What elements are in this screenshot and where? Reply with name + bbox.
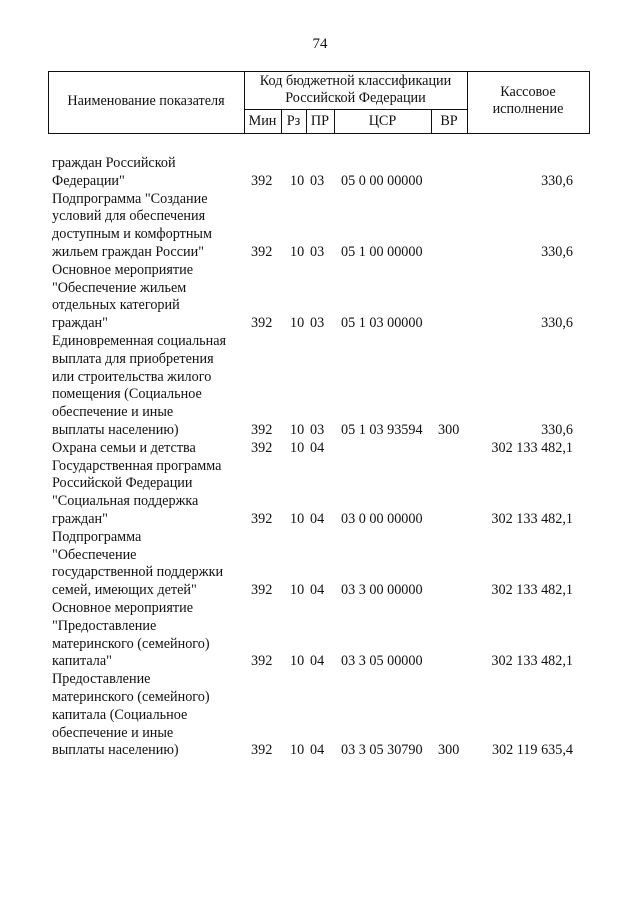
row-name-line: материнского (семейного) — [52, 635, 210, 652]
table-row — [52, 191, 592, 262]
row-rz: 10 — [290, 421, 305, 438]
page-number: 74 — [312, 36, 328, 52]
header-code-group — [244, 73, 467, 107]
row-min: 392 — [251, 742, 273, 759]
row-codes — [52, 742, 592, 760]
row-name-line: Российской Федерации — [52, 475, 193, 492]
row-name-line: отдельных категорий — [52, 297, 180, 314]
header-right-border — [589, 71, 590, 134]
row-amount: 330,6 — [541, 172, 573, 189]
header-top-border — [48, 71, 590, 72]
row-vr: 300 — [438, 421, 460, 438]
row-name-line: Подпрограмма "Создание — [52, 190, 208, 207]
row-name-line: "Обеспечение жильем — [52, 279, 187, 296]
table-row — [52, 333, 592, 440]
row-amount: 330,6 — [541, 421, 573, 438]
row-name-line: доступным и комфортным — [52, 226, 212, 243]
header-amount-line-2: исполнение — [492, 101, 564, 117]
header-min: Мин — [248, 113, 277, 129]
header-bottom-border — [48, 133, 590, 134]
row-codes — [52, 315, 592, 333]
row-min: 392 — [251, 439, 273, 456]
row-name-line: Подпрограмма — [52, 528, 142, 545]
row-name-line: Государственная программа — [52, 457, 222, 474]
row-rz: 10 — [290, 653, 305, 670]
row-csr: 03 0 00 00000 — [341, 510, 423, 527]
row-rz: 10 — [290, 315, 305, 332]
row-pr: 04 — [310, 439, 325, 456]
row-min: 392 — [251, 510, 273, 527]
row-name-line: обеспечение и иные — [52, 724, 174, 741]
row-name-line: граждан" — [52, 315, 108, 332]
row-name-line: граждан Российской — [52, 155, 176, 171]
row-rz: 10 — [290, 172, 305, 189]
header-amount-col — [467, 84, 589, 118]
row-codes — [52, 653, 592, 671]
row-amount: 302 119 635,4 — [491, 742, 573, 759]
row-csr: 05 1 03 00000 — [341, 315, 423, 332]
row-name-line: Основное мероприятие — [52, 599, 193, 616]
row-name-line: Предоставление — [52, 671, 151, 688]
table-row — [52, 600, 592, 671]
header-csr: ЦСР — [368, 113, 397, 129]
row-min: 392 — [251, 653, 273, 670]
row-name-line: Единовременная социальная — [52, 332, 227, 349]
row-pr: 04 — [310, 653, 325, 670]
row-rz: 10 — [290, 582, 305, 599]
row-name-line: обеспечение и иные — [52, 404, 174, 421]
row-csr: 03 3 05 30790 — [341, 742, 423, 759]
row-codes — [52, 440, 592, 458]
table-row — [52, 440, 592, 458]
row-rz: 10 — [290, 742, 305, 759]
row-amount: 302 133 482,1 — [491, 439, 573, 456]
row-name-line: выплаты населению) — [52, 742, 179, 759]
row-codes — [52, 582, 592, 600]
row-name-line: помещения (Социальное — [52, 386, 202, 403]
header-subrow-line — [244, 109, 468, 110]
row-rz: 10 — [290, 439, 305, 456]
row-min: 392 — [251, 243, 273, 260]
header-rz: Рз — [286, 113, 301, 129]
table-row — [52, 529, 592, 600]
row-min: 392 — [251, 582, 273, 599]
row-pr: 04 — [310, 742, 325, 759]
row-codes — [52, 422, 592, 440]
row-name-line: Федерации" — [52, 172, 125, 189]
header-pr: ПР — [310, 113, 330, 129]
row-vr: 300 — [438, 742, 460, 759]
row-rz: 10 — [290, 510, 305, 527]
table-row — [52, 155, 592, 191]
row-pr: 03 — [310, 243, 325, 260]
row-name-line: выплата для приобретения — [52, 350, 214, 367]
row-csr: 03 3 00 00000 — [341, 582, 423, 599]
row-csr: 05 0 00 00000 — [341, 172, 423, 189]
row-name-line: "Предоставление — [52, 617, 157, 634]
row-name-line: жильем граждан России" — [52, 243, 204, 260]
row-name-line: капитала (Социальное — [52, 706, 188, 723]
row-name-line: или строительства жилого — [52, 368, 212, 385]
row-amount: 330,6 — [541, 243, 573, 260]
table-row — [52, 671, 592, 760]
row-pr: 03 — [310, 315, 325, 332]
row-pr: 03 — [310, 421, 325, 438]
row-name-line: "Социальная поддержка — [52, 493, 199, 510]
row-name-line: материнского (семейного) — [52, 688, 210, 705]
row-min: 392 — [251, 421, 273, 438]
row-name-line: семей, имеющих детей" — [52, 582, 197, 599]
header-name-col: Наименование показателя — [67, 93, 225, 109]
table-header — [48, 71, 590, 134]
row-name-line: государственной поддержки — [52, 564, 224, 581]
row-name-line: выплаты населению) — [52, 421, 179, 438]
row-name-line: условий для обеспечения — [52, 208, 206, 225]
table-body — [52, 155, 592, 760]
row-csr: 05 1 00 00000 — [341, 243, 423, 260]
row-name-line: Охрана семьи и детства — [52, 439, 196, 456]
row-codes — [52, 173, 592, 191]
table-row — [52, 458, 592, 529]
row-name-line: капитала" — [52, 653, 112, 670]
header-amount-line-1: Кассовое — [500, 84, 556, 100]
row-amount: 302 133 482,1 — [491, 582, 573, 599]
row-amount: 302 133 482,1 — [491, 510, 573, 527]
header-code-line-1: Код бюджетной классификации — [259, 73, 452, 89]
row-pr: 04 — [310, 582, 325, 599]
table-row — [52, 262, 592, 333]
header-code-line-2: Российской Федерации — [285, 90, 426, 106]
row-pr: 03 — [310, 172, 325, 189]
row-codes — [52, 511, 592, 529]
row-min: 392 — [251, 172, 273, 189]
row-csr: 03 3 05 00000 — [341, 653, 423, 670]
row-min: 392 — [251, 315, 273, 332]
header-vr: ВР — [440, 113, 458, 129]
row-rz: 10 — [290, 243, 305, 260]
row-name-line: Основное мероприятие — [52, 261, 193, 278]
row-amount: 302 133 482,1 — [491, 653, 573, 670]
row-name-line: граждан" — [52, 510, 108, 527]
row-codes — [52, 244, 592, 262]
row-csr: 05 1 03 93594 — [341, 421, 423, 438]
row-name-line: "Обеспечение — [52, 546, 137, 563]
row-amount: 330,6 — [541, 315, 573, 332]
row-pr: 04 — [310, 510, 325, 527]
